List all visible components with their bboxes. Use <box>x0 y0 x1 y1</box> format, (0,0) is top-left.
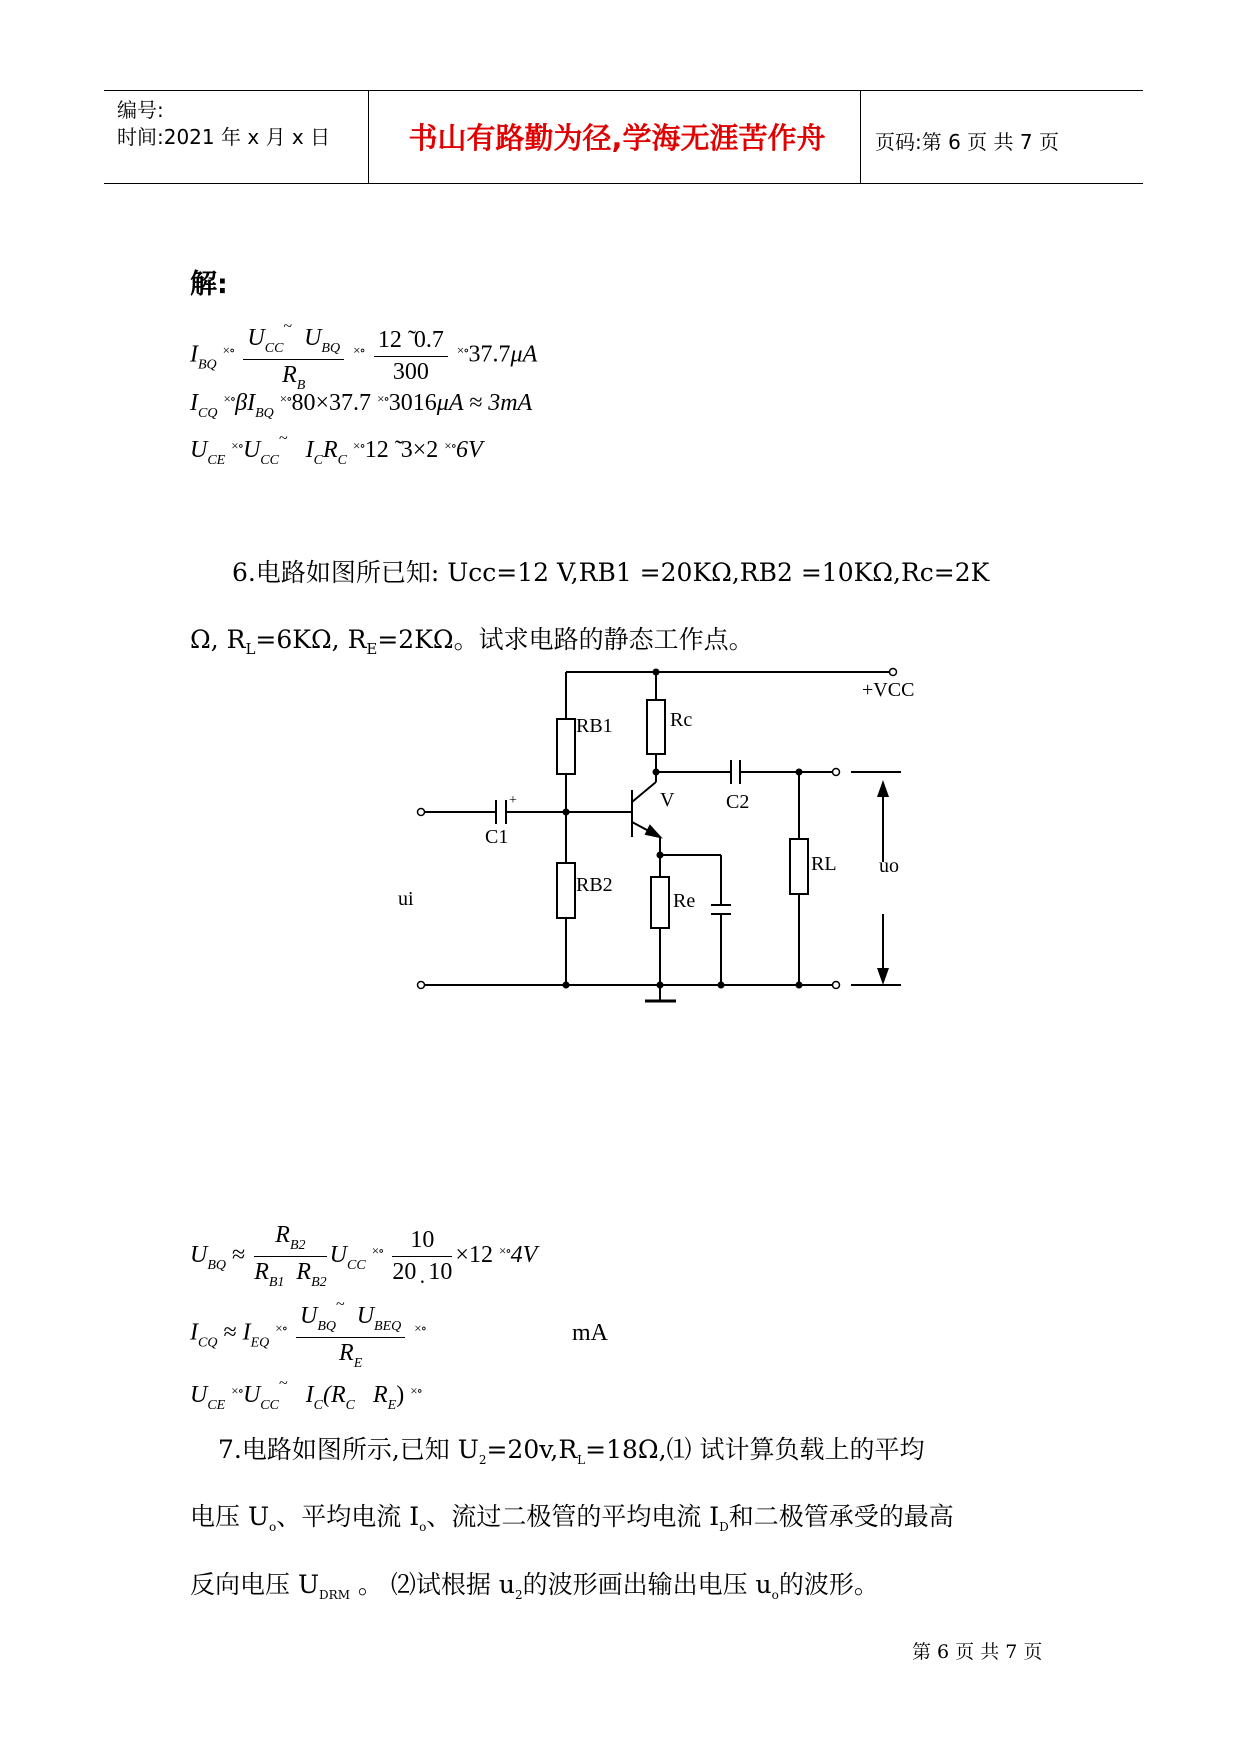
label-c1-plus: + <box>509 793 517 808</box>
problem7-line1: 7.电路如图所示,已知 $U_2=20v,R_L=18\Omega,⑴$ 试计算负载上的平均 <box>218 1435 925 1467</box>
label-rb1: RB1 <box>576 715 613 737</box>
header-bottom-rule <box>104 183 1143 184</box>
header-top-rule <box>104 90 1143 91</box>
eq1-lhs: I <box>190 341 198 368</box>
equation-uce: $U_{CE}$ $^{\times\circ}U_{CC}^\sim$ $I_CR_C$ ×∘12 ̃ 3×2 ×∘6V <box>190 430 483 468</box>
equation-uce-2: $U_{CE}$ $^{\times\circ}U_{CC}^\sim$ $I_C(R_C$ $R_E$) ×∘ <box>190 1375 422 1413</box>
header-motto: 书山有路勤为径,学海无涯苦作舟 <box>408 121 826 155</box>
problem7-line2: 电压 $U_o$、平均电流 $I_o$、流过二极管的平均电流 $I_D$和二极管承受的最高 <box>190 1502 954 1534</box>
label-rb2: RB2 <box>576 874 613 896</box>
eq1-fraction-numeric: $\frac{12 ̃ 0.7}{300}$ <box>374 327 448 386</box>
eq1-fraction: $\frac{U_{CC}^\sim U_{BQ}}{R_B}$ <box>243 318 344 394</box>
header-divider-left <box>368 90 369 184</box>
eq1-mark: ×∘ <box>222 342 235 358</box>
label-rc: Rc <box>670 709 693 731</box>
equation-icq: $I_{CQ}$ $^{\times\circ}\beta I_{BQ}$ ×∘80×37.7 ×∘3016μA ≈ 3mA <box>190 390 533 421</box>
problem6-line1: 6.电路如图所已知: Ucc=12 V,RB1 =20KΩ,RB2 =10KΩ,Rc=2K <box>232 558 990 587</box>
label-rl: RL <box>811 853 837 875</box>
header-time-label: 时间:2021 年 x 月 x 日 <box>117 125 331 149</box>
eq5-fraction: $\frac{U_{BQ}^\sim U_{BEQ}}{R_E}$ <box>296 1296 405 1372</box>
label-c2: C2 <box>726 791 750 813</box>
equation-ibq: $I_{BQ}$ ×∘ $\frac{U_{CC}^\sim U_{BQ}}{R_B}$ ×∘ $\frac{12 ̃ 0.7}{300}$ ×∘37.7μA <box>190 318 538 393</box>
header-page-label: 页码:第 6 页 共 7 页 <box>875 130 1059 154</box>
equation-ubq: $U_{BQ}$ ≈ $\frac{R_{B2}}{R_{B1} R_{B2}}$ $U_{CC}$ ×∘ $\frac{10}{20 ̣ 10}$ ×12 ×∘4V <box>190 1222 538 1290</box>
label-transistor: V <box>660 789 675 811</box>
eq1-unit: μA <box>510 341 538 368</box>
label-vcc: +VCC <box>862 679 915 701</box>
problem6-line2: Ω, $R_L=6K\Omega$, $R_E=2K\Omega$。试求电路的静态工作点。 <box>190 625 754 658</box>
page-footer: 第 6 页 共 7 页 <box>912 1641 1043 1663</box>
label-ui: ui <box>398 888 414 910</box>
equation-icq-ieq: $I_{CQ} \approx I_{EQ}$ ×∘ $\frac{U_{BQ}^\sim U_{BEQ}}{R_E}$ ×∘ mA <box>190 1296 608 1371</box>
header-number-label: 编号: <box>117 98 164 122</box>
eq4-fraction: $\frac{R_{B2}}{R_{B1} R_{B2}}$ <box>254 1222 327 1290</box>
eq4-fraction-numeric: $\frac{10}{20 ̣ 10}$ <box>392 1227 453 1285</box>
label-c1: C1 <box>485 826 509 848</box>
problem7-line3: 反向电压 $U_{DRM}$ 。 ⑵试根据 $u_2$的波形画出输出电压 $u_o$的波形。 <box>190 1570 879 1602</box>
label-uo: uo <box>879 855 899 877</box>
eq1-lhs-sub: BQ <box>198 357 217 373</box>
solution-heading: 解: <box>190 269 228 300</box>
eq5-unit: mA <box>571 1319 608 1346</box>
label-re: Re <box>673 890 696 912</box>
eq1-result: 37.7 <box>468 341 511 368</box>
